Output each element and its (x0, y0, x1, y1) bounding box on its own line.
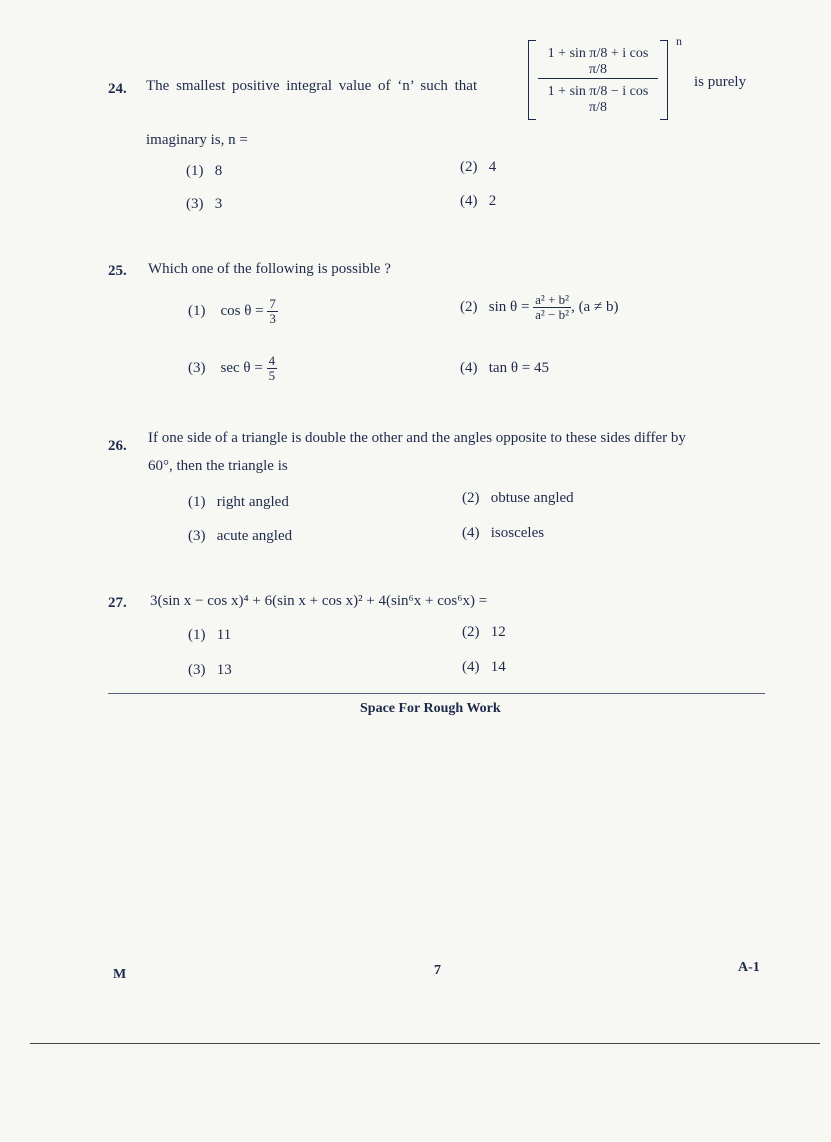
q27-option-3: (3) 13 (188, 662, 232, 678)
page-number: 7 (434, 963, 441, 978)
q27-option-2: (2) 12 (462, 624, 506, 640)
question-26-text-2: 60°, then the triangle is (148, 458, 288, 474)
q25-option-2: (2) sin θ = $\frac{\text{a² + b²}}{\text{a² − b²}}$ , (a ≠ b) (460, 292, 619, 322)
question-27-number: 27. (108, 595, 127, 611)
paper-set: A-1 (738, 960, 760, 975)
q26-option-1: (1) right angled (188, 494, 289, 510)
q26-option-4: (4) isosceles (462, 525, 545, 541)
q26-option-3: (3) acute angled (188, 528, 293, 544)
question-25-text: Which one of the following is possible ? (148, 261, 391, 277)
right-bracket (660, 40, 668, 120)
question-25-number: 25. (108, 263, 127, 279)
question-24-fraction (528, 34, 682, 122)
q25-option-3: (3) sec θ = $\frac{4}{5}$ (188, 353, 276, 383)
question-24-tail: is purely (694, 74, 747, 90)
q25-option-1: (1) cos θ = $\frac{7}{3}$ (188, 296, 276, 326)
rough-work-heading: Space For Rough Work (360, 701, 501, 716)
question-24-number: 24. (108, 81, 127, 97)
q25-option-4: (4) tan θ = 45 (460, 360, 549, 376)
fraction-numerator: 1 + sin π/8 + i cos π/8 (547, 46, 649, 77)
left-bracket (528, 40, 536, 120)
question-24-text-2: imaginary is, n = (146, 132, 248, 148)
bottom-edge-line (30, 1043, 820, 1044)
question-26-number: 26. (108, 438, 127, 454)
fraction-exponent: n (676, 34, 682, 48)
question-26-text: If one side of a triangle is double the other and the angles opposite to these sides differ by (148, 430, 686, 446)
fraction-bar (538, 78, 658, 79)
question-27-expression: 3(sin x − cos x)⁴ + 6(sin x + cos x)² + 4(sin⁶x + cos⁶x) = (150, 593, 488, 609)
q26-option-2: (2) obtuse angled (462, 490, 574, 506)
section-divider (108, 693, 765, 694)
q24-option-2: (2) 4 (460, 159, 497, 175)
footer-code: M (113, 967, 127, 982)
q27-option-1: (1) 11 (188, 627, 232, 643)
q24-option-4: (4) 2 (460, 193, 497, 209)
q27-option-4: (4) 14 (462, 659, 506, 675)
q24-option-1: (1) 8 (186, 163, 223, 179)
fraction-denominator: 1 + sin π/8 − i cos π/8 (547, 84, 649, 115)
q24-option-3: (3) 3 (186, 196, 223, 212)
question-24-text: The smallest positive integral value of ‘n’ such that (146, 78, 478, 94)
